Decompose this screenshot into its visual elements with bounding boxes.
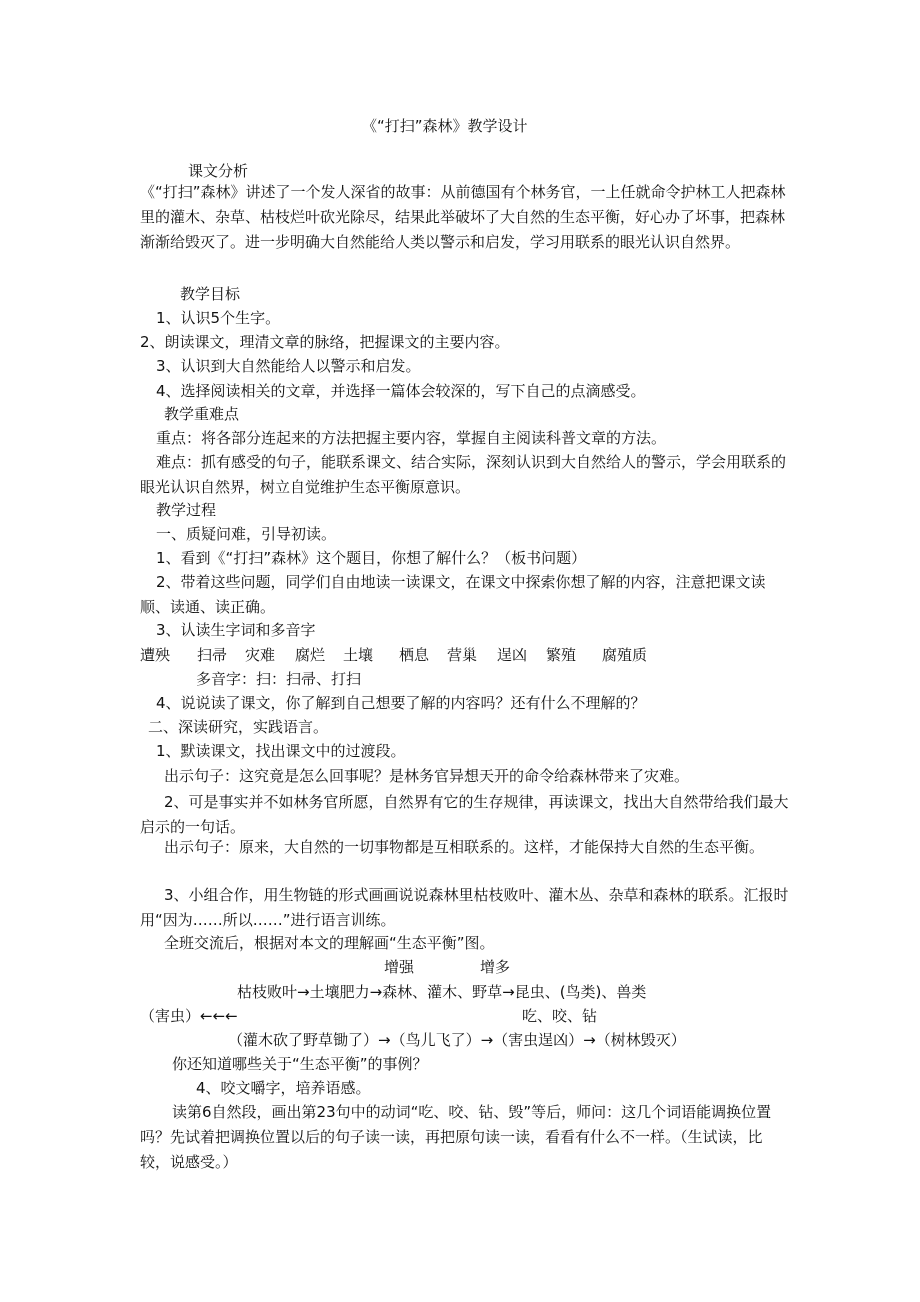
step-2-2-quote: 出示句子：原来，大自然的一切事物都是互相联系的。这样，才能保持大自然的生态平衡。: [164, 838, 765, 856]
part2-heading: 二、深读研究，实践语言。: [148, 718, 329, 736]
key-point: 重点：将各部分连起来的方法把握主要内容，掌握自主阅读科普文章的方法。: [156, 429, 667, 447]
step-1-3: 3、认读生字词和多音字: [156, 621, 316, 639]
vocab-word: 土壤: [343, 646, 374, 664]
vocab-word: 营巢: [447, 646, 478, 664]
step-2-1: 1、默读课文，找出课文中的过渡段。: [156, 742, 406, 760]
step-1-4: 4、说说读了课文，你了解到自己想要了解的内容吗？还有什么不理解的？: [156, 694, 646, 712]
step-2-4: 4、咬文嚼字，培养语感。: [196, 1079, 371, 1097]
step-2-1-quote: 出示句子：这究竟是怎么回事呢？是林务官异想天开的命令给森林带来了灾难。: [164, 767, 690, 785]
diagram-actions: 吃、咬、钻: [522, 1007, 598, 1025]
diagram-pests-back: （害虫）←←←: [140, 1007, 238, 1025]
vocab-word: 栖息: [399, 646, 430, 664]
vocab-word: 腐烂: [295, 646, 326, 664]
vocab-word: 扫帚: [197, 646, 228, 664]
polyphone-line: 多音字：扫：扫帚、打扫: [196, 670, 362, 688]
step-1-2: 2、带着这些问题，同学们自由地读一读课文，在课文中探索你想了解的内容，注意把课文读顺、读通、读正确。: [140, 573, 766, 616]
vocab-word: 灾难: [245, 646, 276, 664]
part1-heading: 一、质疑问难，引导初读。: [156, 525, 337, 543]
process-heading: 教学过程: [156, 501, 217, 519]
analysis-paragraph: 《“打扫”森林》讲述了一个发人深省的故事：从前德国有个林务官，一上任就命令护林工人把森林里的灌木、杂草、枯枝烂叶砍光除尽，结果此举破坏了大自然的生态平衡，好心办了坏事，把森林渐渐给毁灭了。进一步明确大自然能给人类以警示和启发，学习用联系的眼光认识自然界。: [140, 183, 786, 251]
goals-heading: 教学目标: [180, 285, 241, 303]
step-2-3-after: 全班交流后，根据对本文的理解画“生态平衡”图。: [164, 934, 495, 952]
vocab-word: 遭殃: [140, 646, 171, 664]
diagram-label-strengthen: 增强: [384, 958, 415, 976]
step-2-4-text: 读第6自然段，画出第23句中的动词“吃、咬、钻、毁”等后，师问：这几个词语能调换位置吗？先试着把调换位置以后的句子读一读，再把原句读一读，看看有什么不一样。（生试读，比较，说感受。）: [140, 1103, 772, 1171]
difficulty-paragraph: 难点：抓有感受的句子，能联系课文、结合实际，深刻认识到大自然给人的警示，学会用联系的眼光认识自然界，树立自觉维护生态平衡原意识。: [140, 453, 787, 496]
analysis-heading: 课文分析: [188, 162, 249, 180]
goal-item: 3、认识到大自然能给人以警示和启发。: [156, 357, 421, 375]
vocab-word: 腐殖质: [602, 646, 648, 664]
step-2-2: 2、可是事实并不如林务官所愿，自然界有它的生存规律，再读课文，找出大自然带给我们最大启示的一句话。: [140, 793, 789, 836]
diagram-chain: 枯枝败叶→土壤肥力→森林、灌木、野草→昆虫、(鸟类)、兽类: [237, 983, 647, 1001]
vocab-row: [0, 645, 920, 665]
step-1-1: 1、看到《“打扫”森林》这个题目，你想了解什么？（板书问题）: [156, 549, 587, 567]
page-title: 《“打扫”森林》教学设计: [362, 117, 528, 135]
keypoints-heading: 教学重难点: [164, 405, 240, 423]
diagram-collapse: （灌木砍了野草锄了）→（鸟儿飞了）→（害虫逞凶）→（树林毁灭）: [228, 1031, 686, 1049]
vocab-word: 逞凶: [497, 646, 528, 664]
goal-item: 2、朗读课文，理清文章的脉络，把握课文的主要内容。: [140, 333, 510, 351]
diagram-label-increase: 增多: [480, 958, 511, 976]
vocab-word: 繁殖: [546, 646, 577, 664]
step-2-3-question: 你还知道哪些关于“生态平衡”的事例？: [172, 1055, 428, 1073]
step-2-3: 3、小组合作，用生物链的形式画画说说森林里枯枝败叶、灌木丛、杂草和森林的联系。汇报时用“因为……所以……”进行语言训练。: [140, 886, 789, 929]
goal-item: 4、选择阅读相关的文章，并选择一篇体会较深的，写下自己的点滴感受。: [156, 382, 646, 400]
goal-item: 1、认识5个生字。: [156, 309, 281, 327]
